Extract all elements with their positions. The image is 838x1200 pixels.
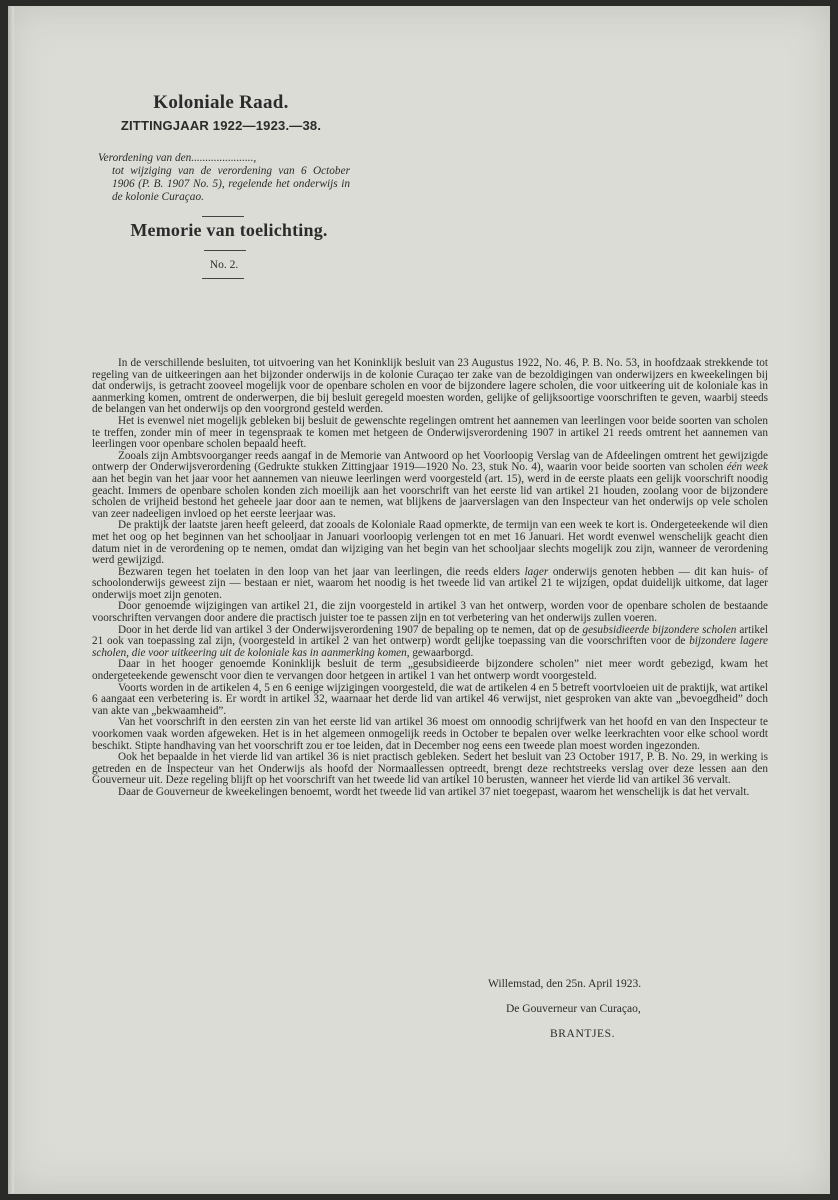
memo-body xyxy=(92,358,768,799)
body-paragraph: Het is evenwel niet mogelijk gebleken bij besluit de gewenschte regelingen omtrent het aannemen van leerlingen voor beide soorten van scholen te treffen, zonder min of meer in tegenspraak te komen met hetgeen de Onderwijsverordening 1907 in artikel 21 reeds omtrent het aannemen van leerlingen voor openbare scholen bepaald heeft. xyxy=(92,414,768,451)
emphasis: één week xyxy=(726,461,768,474)
document-header xyxy=(90,86,352,133)
body-paragraph: Door genoemde wijzigingen van artikel 21, die zijn voorgesteld in artikel 3 van het ontwerp, worden voor de openbare scholen de bestaande voorschriften vervangen door andere die practisch juister toe te passen zijn en tot verbetering van het onderwijs zullen voeren. xyxy=(92,600,768,625)
document-page xyxy=(8,6,830,1194)
emphasis: bijzondere lagere scholen, die voor uitkeering uit de koloniale kas in aanmerking komen, xyxy=(92,635,768,659)
ordinance-line-1: Verordening van den......................, xyxy=(98,152,257,164)
body-paragraph: De praktijk der laatste jaren heeft geleerd, dat zooals de Koloniale Raad opmerkte, de termijn van een week te kort is. Ondergeteekende wil dien met het oog op het beginnen van het schooljaar in Januari voorloopig verlengen tot en met 16 Januari. Het wordt evenwel wenschelijk geacht dien datum niet in de verordening op te nemen, omdat dan wijziging van het begin van het schooljaar slechts mogelijk zou zijn, wanneer de verordening werd gewijzigd. xyxy=(92,519,768,567)
ordinance-subject xyxy=(98,152,350,204)
council-title: Koloniale Raad. xyxy=(153,92,289,113)
signature-block xyxy=(476,972,776,1047)
body-paragraph: Van het voorschrift in den eersten zin van het eerste lid van artikel 36 moest om onnoodig schrijfwerk van het hoofd en van den Inspecteur te voorkomen vaak worden afgeweken. Het is in het algemeen onmogelijk reeds in October te bepalen over welke leerkrachten voor elke school wordt beschikt. Stipte handhaving van het voorschrift zou er toe leiden, dat in December nog eens een tweede plan moest worden ingezonden. xyxy=(92,716,768,752)
signer-name: BRANTJES. xyxy=(550,1028,616,1040)
session-year: ZITTINGJAAR 1922—1923.—38. xyxy=(120,118,322,133)
body-paragraph: In de verschillende besluiten, tot uitvoering van het Koninklijk besluit van 23 Augustus 1922, No. 46, P. B. No. 53, in hoofdzaak strekkende tot regeling van de uitkeeringen aan het bijzonder onderwijs in de kolonie Curaçao ter zake van de bezoldigingen van onderwijzers en kweekelingen bij dat onderwijs, is getracht zooveel mogelijk voor de openbare scholen en voor de bijzondere lagere scholen, die voor uitkeering uit de koloniale kas in aanmerking komen, omtrent de onderwerpen, die bij besluit geregeld moesten worden, gelijke of gelijksoortige voorschriften te geven, waarbij steeds de belangen van het onderwijs op den voorgrond gesteld werden. xyxy=(92,357,768,416)
place-date: Willemstad, den 25n. April 1923. xyxy=(488,978,642,990)
memo-number: No. 2. xyxy=(209,259,239,271)
body-paragraph: Voorts worden in de artikelen 4, 5 en 6 eenige wijzigingen voorgesteld, die wat de artikelen 4 en 5 betreft voortvloeien uit de praktijk, wat artikel 6 aangaat een verbetering is. Er wordt in artikel 32, waarnaar het derde lid van artikel 46 verwijst, niet gesproken van akte van „bevoegdheid” doch van akte van „bekwaamheid”. xyxy=(92,681,768,717)
body-paragraph: Daar de Gouverneur de kweekelingen benoemt, wordt het tweede lid van artikel 37 niet toegepast, waarom het wenschelijk is dat het vervalt. xyxy=(118,785,750,798)
body-paragraph: Bezwaren tegen het toelaten in den loop van het jaar van leerlingen, die reeds elders lager onderwijs genoten hebben — dit kan huis- of schoolonderwijs geweest zijn — bestaan er niet, waarom het noodig is het tweede lid van artikel 21 te wijzigen, opdat duidelijk uitkome, dat lager onderwijs moet zijn genoten. xyxy=(92,565,768,601)
divider-rule xyxy=(202,216,244,217)
emphasis: gesubsidieerde bijzondere scholen xyxy=(582,623,737,636)
divider-rule xyxy=(202,278,244,279)
memo-title: Memorie van toelichting. xyxy=(130,220,328,240)
divider-rule xyxy=(204,250,246,251)
body-paragraph: Ook het bepaalde in het vierde lid van artikel 36 is niet practisch gebleken. Sedert het besluit van 23 October 1917, P. B. No. 29, in werking is getreden en de Inspecteur van het Onderwijs als hoofd der Normaallessen optreedt, brengt deze rechtstreeks verslag over deze lessen aan den Gouverneur uit. Deze regeling blijft op het voorschrift van het tweede lid van artikel 10 berusten, wanneer het vierde lid van artikel 36 vervalt. xyxy=(92,751,768,787)
emphasis: lager xyxy=(524,565,549,578)
ordinance-description: tot wijziging van de verordening van 6 October 1906 (P. B. 1907 No. 5), regelende het onderwijs in de kolonie Curaçao. xyxy=(112,165,350,203)
body-paragraph: Zooals zijn Ambtsvoorganger reeds aangaf in de Memorie van Antwoord op het Voorloopig Verslag van de Afdeelingen omtrent het gewijzigde ontwerp der Onderwijsverordening (Gedrukte stukken Zittingjaar 1919—1920 No. 23, stuk No. 4), waarin voor beide soorten van scholen één week aan het begin van het jaar voor het aannemen van nieuwe leerlingen werd voorgesteld (art. 15), werd in de eerste plaats een gelijk voorschrift noodig geacht. Immers de openbare scholen konden zich moeilijk aan het voorschrift van het eerste lid van artikel 21 houden, zoolang voor de bijzondere scholen de vrijheid bestond het geheele jaar door aan te nemen, wat blijkens de jaarverslagen van den Inspecteur van het onderwijs op vele scholen van zeer nadeeligen invloed op het eerste leerjaar was. xyxy=(92,449,768,520)
signer-title: De Gouverneur van Curaçao, xyxy=(506,1003,641,1015)
page-edge-shadow xyxy=(8,6,14,1194)
body-paragraph: Daar in het hooger genoemde Koninklijk besluit de term „gesubsidieerde bijzondere scholen” niet meer wordt gebezigd, kwam het ondergeteekende gewenscht voor dien te vervangen door hetgeen in artikel 1 van het ontwerp wordt voorgesteld. xyxy=(92,658,768,683)
body-paragraph: Door in het derde lid van artikel 3 der Onderwijsverordening 1907 de bepaling op te nemen, dat op de gesubsidieerde bijzondere scholen artikel 21 ook van toepassing zal zijn, (voorgesteld in artikel 2 van het ontwerp) wordt gelijke toepassing van die voorschriften voor de bijzondere lagere scholen, die voor uitkeering uit de koloniale kas in aanmerking komen, gewaarborgd. xyxy=(92,623,768,659)
